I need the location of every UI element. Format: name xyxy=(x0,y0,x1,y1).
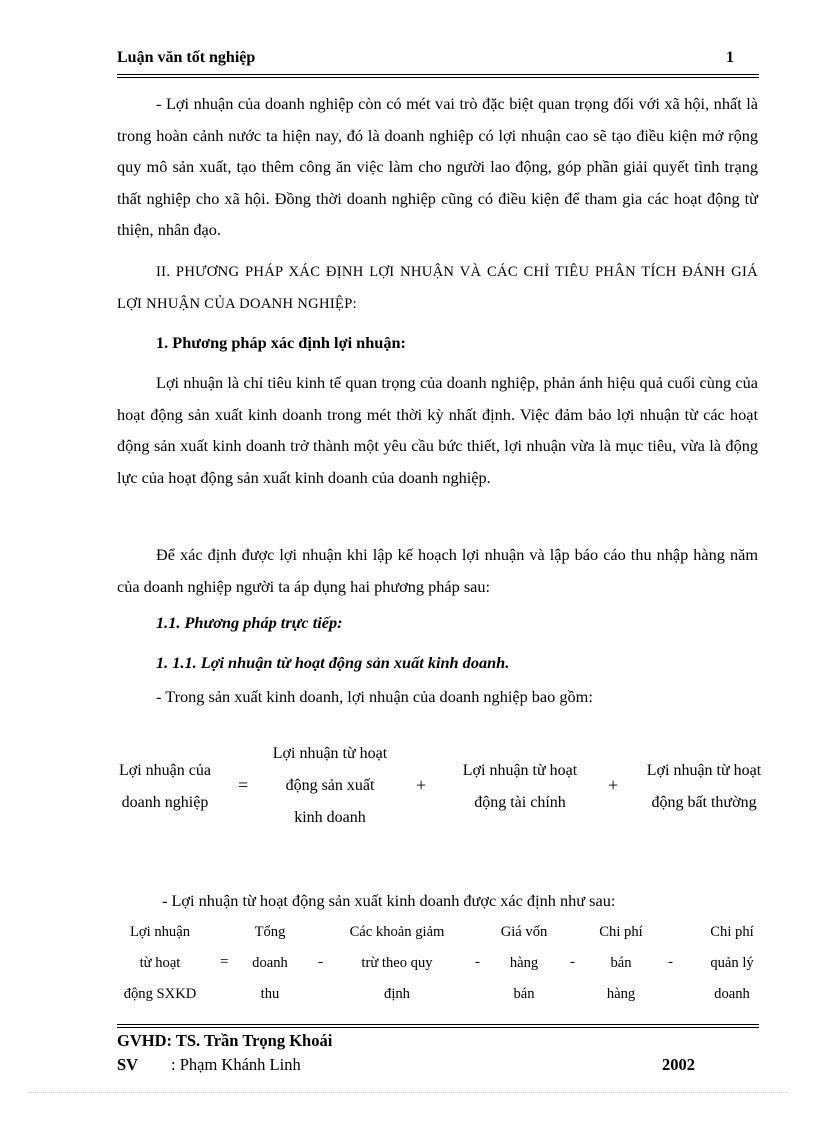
paragraph-1: - Lợi nhuận của doanh nghiệp còn có mét vai trò đặc biệt quan trọng đối với xã hội, nhất là trong hoàn cảnh nước ta hiện nay, đó là doanh nghiệp có lợi nhuận cao sẽ tạo điều kiện mở rộng quy mô sản xuất, tạo thêm công ăn việc làm cho người lao động, góp phần giải quyết tình trạng thất nghiệp cho xã hội. Đồng thời doanh nghiệp cũng có điều kiện để tham gia các hoạt động từ thiện, nhân đạo. xyxy=(117,94,758,239)
footer-student xyxy=(117,1055,301,1075)
paragraph-3: Để xác định được lợi nhuận khi lập kế hoạch lợi nhuận và lập báo cáo thu nhập hàng năm của doanh nghiệp người ta áp dụng hai phương pháp sau: xyxy=(117,545,758,596)
subheading-1-1: 1.1. Phương pháp trực tiếp: xyxy=(156,613,343,632)
formula1-term-irregular: Lợi nhuận từ hoạt động bất thường xyxy=(646,762,762,811)
paragraph-2: Lợi nhuận là chỉ tiêu kinh tế quan trọng của doanh nghiệp, phản ánh hiệu quả cuối cùng của hoạt động sản xuất kinh doanh trong mét thời kỳ nhất định. Việc đảm bảo lợi nhuận từ các hoạt động sản xuất kinh doanh trở thành một yêu cầu bức thiết, lợi nhuận vừa là mục tiêu, vừa là động lực của hoạt động sản xuất kinh doanh của doanh nghiệp. xyxy=(117,373,758,487)
subheading-1-1-1: 1. 1.1. Lợi nhuận từ hoạt động sản xuất kinh doanh. xyxy=(156,653,510,672)
formula1-plus-2: + xyxy=(608,775,619,795)
formula2-term-revenue: Tổng doanh thu xyxy=(252,924,288,1002)
subheading-1: 1. Phương pháp xác định lợi nhuận: xyxy=(156,333,406,352)
formula2-equals: = xyxy=(220,954,229,970)
page-bottom-divider xyxy=(28,1092,788,1093)
formula1-term-sxkd: Lợi nhuận từ hoạt động sản xuất kinh doanh xyxy=(272,745,388,826)
page-header xyxy=(117,49,756,73)
formula2-term-selling-cost: Chi phí bán hàng xyxy=(599,924,643,1002)
formula2-term-deductions: Các khoản giảm trừ theo quy định xyxy=(349,924,445,1002)
formula2-minus-4: - xyxy=(668,954,673,970)
formula2-term-admin-cost: Chi phí quản lý doanh xyxy=(710,924,754,1002)
page-number: 1 xyxy=(726,49,734,66)
footer-student-label: SV xyxy=(117,1055,139,1074)
formula1-term-finance: Lợi nhuận từ hoạt động tài chính xyxy=(462,762,578,811)
formula2-minus-2: - xyxy=(475,954,480,970)
header-rule xyxy=(117,74,759,78)
intro-line-1: - Trong sản xuất kinh doanh, lợi nhuận của doanh nghiệp bao gồm: xyxy=(156,687,593,706)
formula2-minus-3: - xyxy=(570,954,575,970)
formula1-lhs: Lợi nhuận của doanh nghiệp xyxy=(119,762,211,811)
footer-rule xyxy=(117,1024,759,1028)
formula1-equals: = xyxy=(238,775,249,795)
footer-year: 2002 xyxy=(662,1055,695,1074)
intro-line-2: - Lợi nhuận từ hoạt động sản xuất kinh doanh được xác định như sau: xyxy=(162,891,616,910)
footer-supervisor: GVHD: TS. Trần Trọng Khoái xyxy=(117,1031,333,1050)
formula1-plus-1: + xyxy=(416,775,427,795)
footer-student-name: : Phạm Khánh Linh xyxy=(171,1055,301,1074)
section-heading: II. PHƯƠNG PHÁP XÁC ĐỊNH LỢI NHUẬN VÀ CÁC CHỈ TIÊU PHÂN TÍCH ĐÁNH GIÁ LỢI NHUẬN CỦA DOANH NGHIỆP: xyxy=(117,264,758,312)
formula2-minus-1: - xyxy=(318,954,323,970)
header-title: Luận văn tốt nghiệp xyxy=(117,49,256,66)
formula2-lhs: Lợi nhuận từ hoạt động SXKD xyxy=(123,924,197,1002)
formula2-term-cogs: Giá vốn hàng bán xyxy=(500,924,548,1002)
